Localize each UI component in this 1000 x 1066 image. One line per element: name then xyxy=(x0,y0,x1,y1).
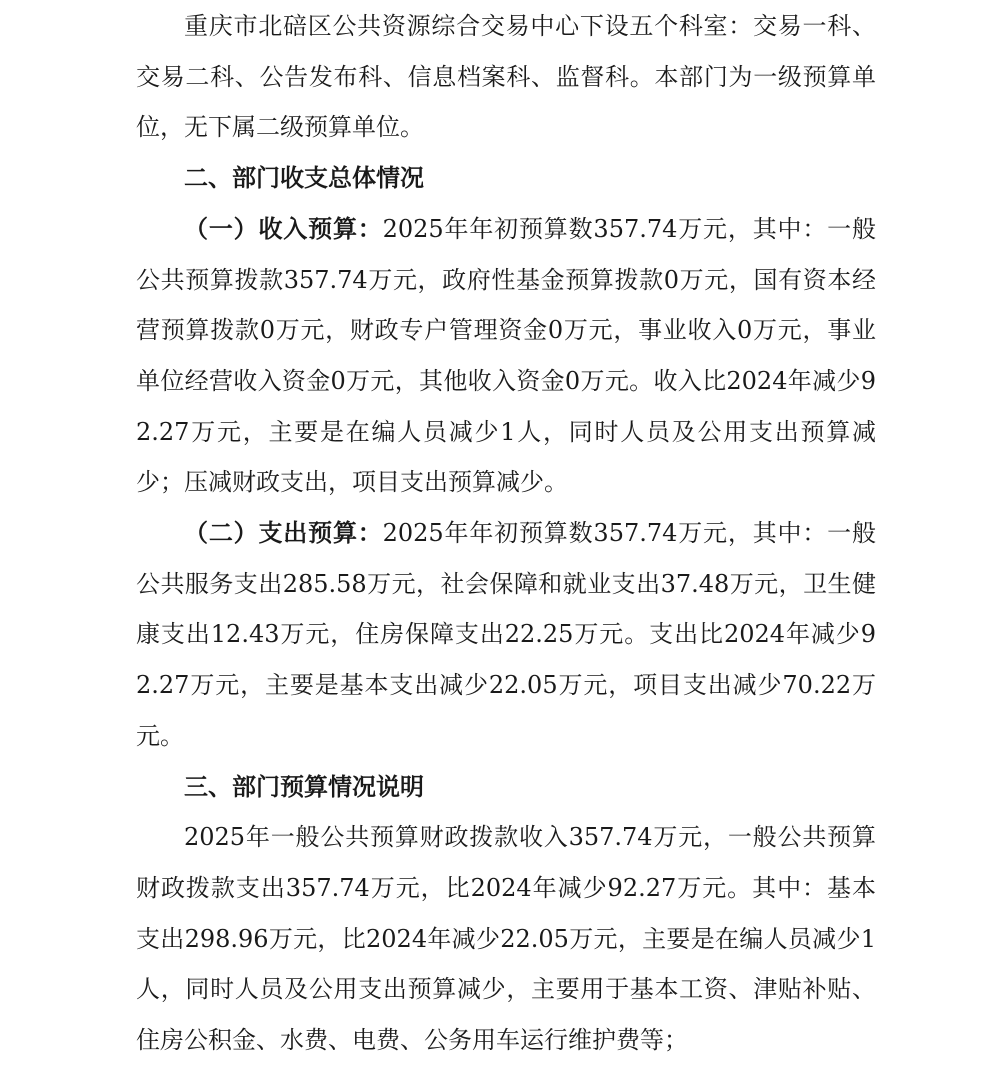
section-heading-budget-explanation: 三、部门预算情况说明 xyxy=(184,772,424,801)
expense-budget-label: （二）支出预算： xyxy=(184,519,383,548)
expense-budget-paragraph xyxy=(136,508,876,762)
document-page xyxy=(136,0,876,1066)
income-budget-label: （一）收入预算： xyxy=(184,214,383,243)
income-budget-text: 2025年年初预算数357.74万元，其中：一般公共预算拨款357.74万元，政府性基金预算拨款0万元，国有资本经营预算拨款0万元，财政专户管理资金0万元，事业收入0万元，事业单位经营收入资金0万元，其他收入资金0万元。收入比2024年减少92.27万元，主要是在编人员减少1人，同时人员及公用支出预算减少；压减财政支出，项目支出预算减少。 xyxy=(136,214,876,497)
section-heading-income-expense: 二、部门收支总体情况 xyxy=(184,164,424,193)
income-budget-paragraph xyxy=(136,204,876,508)
intro-paragraph: 重庆市北碚区公共资源综合交易中心下设五个科室：交易一科、交易二科、公告发布科、信息档案科、监督科。本部门为一级预算单位，无下属二级预算单位。 xyxy=(136,12,876,142)
budget-explanation-paragraph: 2025年一般公共预算财政拨款收入357.74万元，一般公共预算财政拨款支出357.74万元，比2024年减少92.27万元。其中：基本支出298.96万元，比2024年减少22.05万元，主要是在编人员减少1人，同时人员及公用支出预算减少，主要用于基本工资、津贴补贴、住房公积金、水费、电费、公务用车运行维护费等； xyxy=(136,823,876,1055)
expense-budget-text: 2025年年初预算数357.74万元，其中：一般公共服务支出285.58万元，社会保障和就业支出37.48万元，卫生健康支出12.43万元，住房保障支出22.25万元。支出比2024年减少92.27万元，主要是基本支出减少22.05万元，项目支出减少70.22万元。 xyxy=(136,519,876,750)
